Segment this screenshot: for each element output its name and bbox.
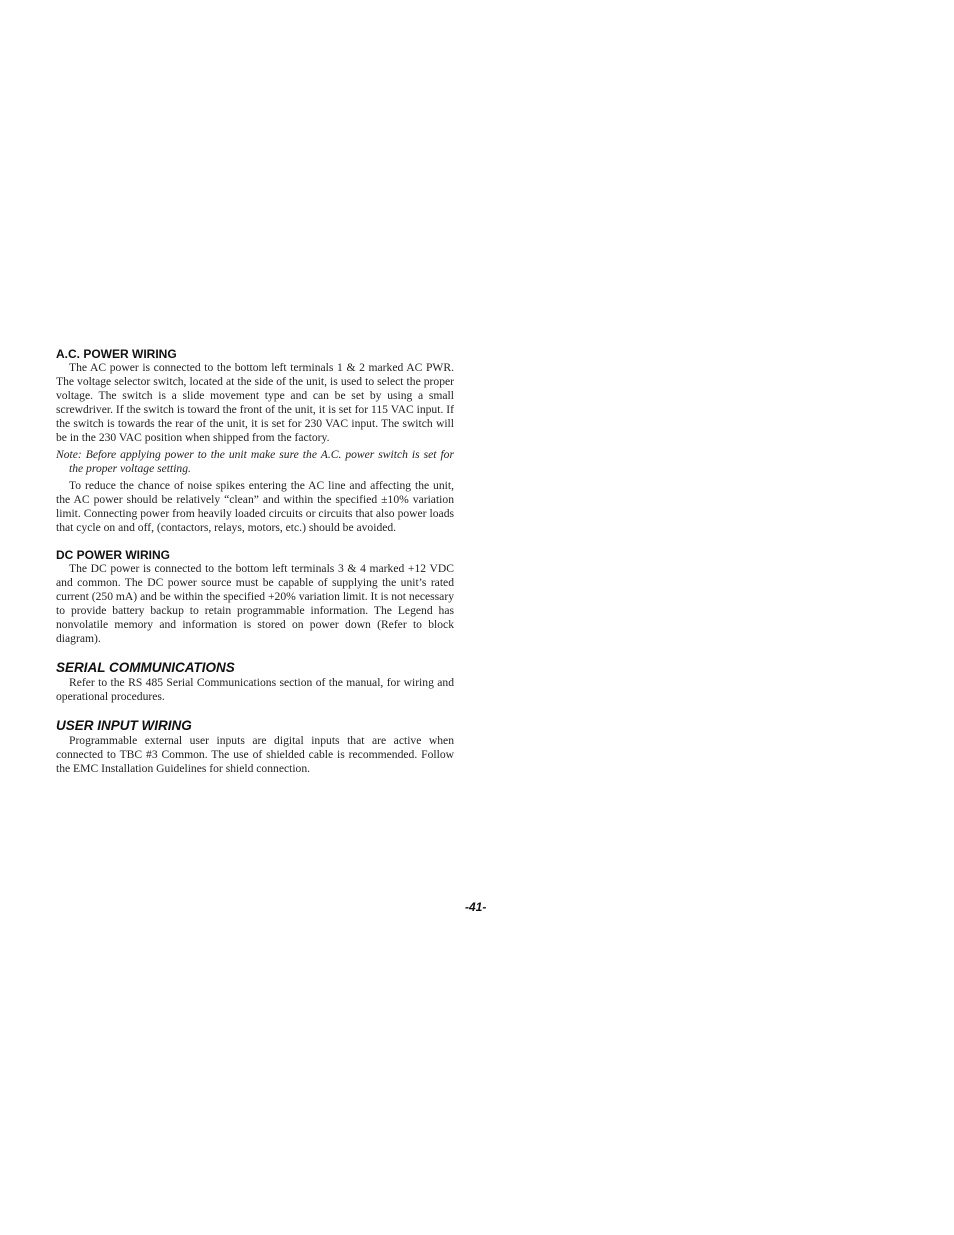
dc-power-heading: DC POWER WIRING xyxy=(56,548,170,562)
page-number: -41- xyxy=(465,900,487,914)
ac-power-paragraph-2: To reduce the chance of noise spikes entering the AC line and affecting the unit, the AC power should be relatively “clean” and within the specified ±10% variation limit. Connecting power from heavily loaded circuits or circuits that also power loads that cycle on and off, (contactors, relays, motors, etc.) should be avoided. xyxy=(56,479,454,534)
dc-power-paragraph: The DC power is connected to the bottom left terminals 3 & 4 marked +12 VDC and common. The DC power source must be capable of supplying the unit’s rated current (250 mA) and be within the specified +20% variation limit. It is not necessary to provide battery backup to retain programmable information. The Legend has nonvolatile memory and information is stored on power down (Refer to block diagram). xyxy=(56,562,454,645)
ac-power-paragraph-1: The AC power is connected to the bottom left terminals 1 & 2 marked AC PWR. The voltage selector switch, located at the side of the unit, is used to select the proper voltage. The switch is a slide movement type and can be set by using a small screwdriver. If the switch is toward the front of the unit, it is set for 115 VAC input. If the switch is towards the rear of the unit, it is set for 230 VAC input. The switch will be in the 230 VAC position when shipped from the factory. xyxy=(56,361,454,444)
serial-communications-heading: SERIAL COMMUNICATIONS xyxy=(56,660,235,675)
user-input-heading: USER INPUT WIRING xyxy=(56,718,192,733)
user-input-paragraph: Programmable external user inputs are digital inputs that are active when connected to TBC #3 Common. The use of shielded cable is recommended. Follow the EMC Installation Guidelines for shield connection. xyxy=(56,734,454,775)
ac-power-heading: A.C. POWER WIRING xyxy=(56,347,177,361)
text-column xyxy=(56,347,454,776)
ac-power-note: Note: Before applying power to the unit make sure the A.C. power switch is set for the proper voltage setting. xyxy=(56,448,454,475)
serial-communications-paragraph: Refer to the RS 485 Serial Communications section of the manual, for wiring and operational procedures. xyxy=(56,676,454,703)
